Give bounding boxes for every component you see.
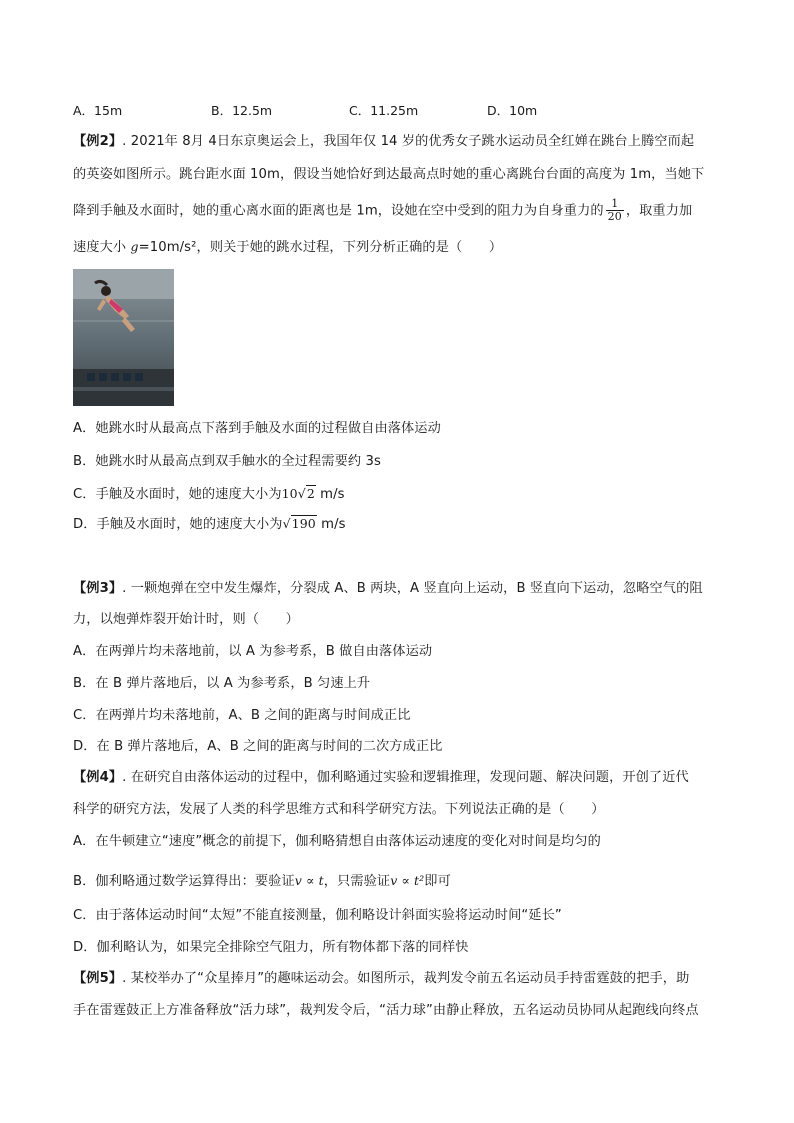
ex5-text-1: . 某校举办了“众星捧月”的趣味运动会。如图所示，裁判发令前五名运动员手持雷霆鼓的把手，助 — [122, 971, 690, 986]
unit: m/s — [315, 487, 345, 502]
speed-expression-c: 10√2 — [281, 486, 315, 501]
speed-expression-d: √190 — [282, 516, 316, 531]
radicand: 190 — [291, 516, 316, 531]
ex3-option-a: A．在两弹片均未落地前，以 A 为参考系，B 做自由落体运动 — [73, 644, 433, 659]
ex2-line-1 — [73, 133, 694, 151]
ex3-option-c: C．在两弹片均未落地前，A、B 之间的距离与时间成正比 — [73, 708, 411, 723]
ex4-option-b — [73, 872, 451, 891]
ex2-text-1: . 2021年 8月 4日东京奥运会上，我国年仅 14 岁的优秀女子跳水运动员全红婵在跳台上腾空而起 — [122, 134, 695, 149]
ex2-option-a: A．她跳水时从最高点下落到手触及水面的过程做自由落体运动 — [73, 421, 441, 436]
fraction-denominator: 20 — [607, 210, 622, 223]
proportion-v-t: v ∝ t — [294, 873, 324, 888]
ex3-line-2: 力，以炮弹炸裂开始计时，则（ ） — [73, 612, 299, 627]
ex2-text-3b: ，取重力加 — [625, 203, 693, 219]
ex4-option-b-text: B．伽利略通过数学运算得出：要验证 — [73, 874, 295, 889]
diver-photo-image — [73, 269, 174, 406]
ex4-text-1: . 在研究自由落体运动的过程中，伽利略通过实验和逻辑推理，发现问题、解决问题，开创了近代 — [122, 770, 689, 785]
ex5-line-1 — [73, 970, 689, 988]
fraction-1-20 — [606, 198, 624, 223]
ex2-tag: 【例2】 — [73, 134, 123, 149]
q1-option-d: D．10m — [487, 103, 538, 118]
ex2-text-3a: 降到手触及水面时，她的重心离水面的距离也是 1m，设她在空中受到的阻力为自身重力的 — [73, 203, 604, 219]
ex4-option-c: C．由于落体运动时间“太短”不能直接测量，伽利略设计斜面实验将运动时间“延长” — [73, 908, 562, 923]
ex4-line-1 — [73, 769, 689, 787]
ex5-tag: 【例5】 — [73, 971, 123, 986]
ex2-line-3 — [73, 198, 692, 223]
q1-option-c: C．11.25m — [349, 103, 419, 118]
fraction-numerator: 1 — [606, 198, 624, 211]
ex3-text-1: . 一颗炮弹在空中发生爆炸，分裂成 A、B 两块，A 竖直向上运动，B 竖直向下运动，忽略空气的阻 — [122, 581, 703, 596]
ex4-tag: 【例4】 — [73, 770, 123, 785]
ex2-text-4a: 速度大小 — [73, 240, 131, 255]
radicand: 2 — [306, 486, 315, 501]
ex2-option-c — [73, 485, 345, 504]
proportion-v-t2: v ∝ t² — [390, 873, 425, 888]
ex3-option-d: D．在 B 弹片落地后，A、B 之间的距离与时间的二次方成正比 — [73, 739, 443, 754]
ex5-line-2: 手在雷霆鼓正上方准备释放“活力球”，裁判发令后，“活力球”由静止释放，五名运动员协同从起跑线向终点 — [73, 1003, 699, 1018]
ex4-option-a: A．在牛顿建立“速度”概念的前提下，伽利略猜想自由落体运动速度的变化对时间是均匀的 — [73, 834, 601, 849]
ex4-option-b-end: 即可 — [424, 874, 451, 889]
ex2-line-4 — [73, 238, 502, 257]
ex2-option-c-text: C．手触及水面时，她的速度大小为 — [73, 487, 282, 502]
ex2-option-b: B．她跳水时从最高点到双手触水的全过程需要约 3s — [73, 454, 381, 469]
ex3-tag: 【例3】 — [73, 581, 123, 596]
ex3-option-b: B．在 B 弹片落地后，以 A 为参考系，B 匀速上升 — [73, 676, 371, 691]
ex2-line-2: 的英姿如图所示。跳台距水面 10m，假设当她恰好到达最高点时她的重心离跳台台面的高度为 1m，当她下 — [73, 167, 705, 182]
q1-option-a: A．15m — [73, 103, 123, 118]
gravity-symbol: g — [130, 239, 139, 254]
ex4-option-b-mid: ，只需验证 — [323, 874, 391, 889]
q1-option-b: B．12.5m — [211, 103, 273, 118]
ex2-text-4b: =10m/s²，则关于她的跳水过程，下列分析正确的是（ ） — [138, 240, 503, 255]
ex4-line-2: 科学的研究方法，发展了人类的科学思维方式和科学研究方法。下列说法正确的是（ ） — [73, 802, 605, 817]
diver-photo — [73, 269, 174, 406]
ex3-line-1 — [73, 580, 703, 598]
coefficient: 10 — [281, 486, 298, 501]
ex2-option-d-text: D．手触及水面时，她的速度大小为 — [73, 517, 283, 532]
unit: m/s — [316, 517, 346, 532]
ex2-option-d — [73, 515, 346, 534]
ex4-option-d: D．伽利略认为，如果完全排除空气阻力，所有物体都下落的同样快 — [73, 940, 469, 955]
